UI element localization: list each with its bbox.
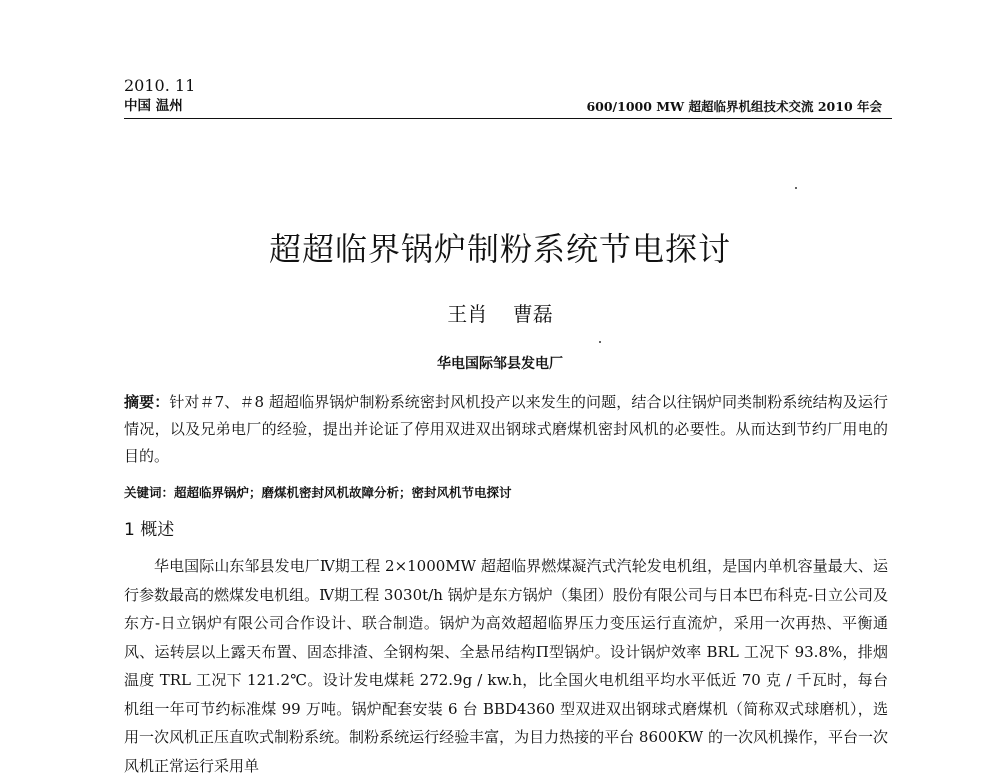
- keywords: 关键词：超超临界锅炉；磨煤机密封风机故障分析；密封风机节电探讨: [124, 485, 512, 500]
- abstract-label: 摘要：: [124, 393, 170, 411]
- paper-affiliation: 华电国际邹县发电厂: [437, 356, 563, 372]
- abstract: [124, 389, 888, 470]
- scan-speck: [599, 341, 601, 343]
- header-place: 中国 温州: [124, 98, 183, 114]
- section-heading: 1 概述: [124, 520, 175, 540]
- body-paragraph: 华电国际山东邹县发电厂Ⅳ期工程 2×1000MW 超超临界燃煤凝汽式汽轮发电机组，是国内单机容量最大、运行参数最高的燃煤发电机组。Ⅳ期工程 3030t/h 锅炉是东方锅炉（集团）股份有限公司与日本巴布科克-日立公司及东方-日立锅炉有限公司合作设计、联合制造。锅炉为高效超超临界压力变压运行直流炉，采用一次再热、平衡通风、运转层以上露天布置、固态排渣、全钢构架、全悬吊结构Π型锅炉。设计锅炉效率 BRL 工况下 93.8%，排烟温度 TRL 工况下 121.2℃。设计发电煤耗 272.9g / kw.h，比全国火电机组平均水平低近 70 克 / 千瓦时，每台机组一年可节约标准煤 99 万吨。锅炉配套安装 6 台 BBD4360 型双进双出钢球式磨煤机（简称双式球磨机），选用一次风机正压直吹式制粉系统。制粉系统运行经验丰富，为目力热接的平台 8600KW 的一次风机操作，平台一次风机正常运行采用单: [124, 557, 888, 775]
- scan-speck: [795, 187, 797, 189]
- abstract-text: 针对＃7、＃8 超超临界锅炉制粉系统密封风机投产以来发生的问题，结合以往锅炉同类制粉系统结构及运行情况，以及兄弟电厂的经验，提出并论证了停用双进双出钢球式磨煤机密封风机的必要性。从而达到节约厂用电的目的。: [124, 393, 888, 465]
- paper-title: 超超临界锅炉制粉系统节电探讨: [268, 230, 731, 268]
- paper-authors: 王肖 曹磊: [447, 302, 553, 326]
- header-conference: 600/1000 MW 超超临界机组技术交流 2010 年会: [586, 99, 882, 114]
- header-rule: [124, 118, 892, 119]
- header-date: 2010. 11: [124, 76, 196, 95]
